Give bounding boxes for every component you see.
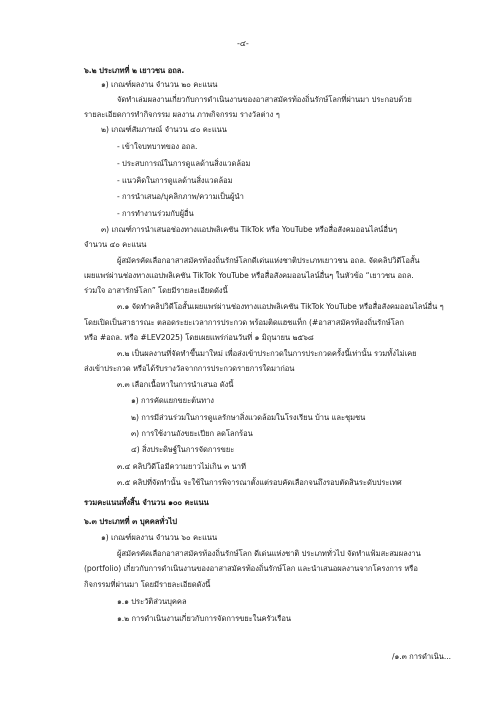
clause-3-2-line-2: ส่งเข้าประกวด หรือได้รับรางวัลจากการประกวดรายการใดมาก่อน (84, 364, 295, 373)
section-6-2-heading: ๖.๒ ประเภทที่ ๒ เยาวชน อถล. (84, 66, 185, 75)
clause-3-3: ๓.๓ เลือกเนื้อหาในการนำเสนอ ดังนี้ (117, 380, 234, 389)
clause-3-4: ๓.๔ คลิปวิดีโอมีความยาวไม่เกิน ๓ นาที (117, 462, 246, 471)
total-score: รวมคะแนนทั้งสิ้น จำนวน ๑๐๐ คะแนน (84, 498, 209, 507)
criteria-6-3-1-text-line-3: กิจกรรมที่ผ่านมา โดยมีรายละเอียดดังนี้ (84, 580, 211, 589)
criteria-6-3-1-title: ๑) เกณฑ์ผลงาน จำนวน ๖๐ คะแนน (101, 533, 218, 542)
criteria-1-text-line-1: จัดทำเล่มผลงานเกี่ยวกับการดำเนินงานของอาสาสมัครท้องถิ่นรักษ์โลกที่ผ่านมา ประกอบด้วย (117, 95, 412, 104)
page-number: -๔- (237, 39, 249, 48)
criteria-1-title: ๑) เกณฑ์ผลงาน จำนวน ๒๐ คะแนน (101, 80, 218, 89)
clause-3-2-line-1: ๓.๒ เป็นผลงานที่จัดทำขึ้นมาใหม่ เพื่อส่งเข้าประกวดในการประกวดครั้งนี้เท่านั้น รวมทั้งไม่เคย (117, 349, 417, 358)
criteria-3-title-line-1: ๓) เกณฑ์การนำเสนอช่องทางแอปพลิเคชัน TikTok หรือ YouTube หรือสื่อสังคมออนไลน์อื่นๆ (101, 225, 397, 234)
clause-3-1-line-3: หรือ #อถล. หรือ #LEV2025) โดยเผยแพร่ก่อนวันที่ ๑ มิถุนายน ๒๕๖๘ (84, 333, 314, 342)
criteria-2-bullet-1: - เข้าใจบทบาทของ อถล. (117, 142, 198, 151)
criteria-6-3-1-text-line-1: ผู้สมัครคัดเลือกอาสาสมัครท้องถิ่นรักษ์โลก ดีเด่นแห่งชาติ ประเภททั่วไป จัดทำแฟ้มสะสมผลงาน (117, 549, 421, 558)
topic-1: ๑) การคัดแยกขยะต้นทาง (131, 396, 214, 405)
clause-3-5: ๓.๕ คลิปที่จัดทำนั้น จะใช้ในการพิจารณาตั้งแต่รอบคัดเลือกจนถึงรอบตัดสินระดับประเทศ (117, 478, 402, 487)
criteria-3-intro-line-3: ร่วมใจ อาสารักษ์โลก” โดยมีรายละเอียดดังนี้ (84, 286, 228, 295)
criteria-2-title: ๒) เกณฑ์สัมภาษณ์ จำนวน ๔๐ คะแนน (101, 125, 227, 134)
criteria-2-bullet-2: - ประสบการณ์ในการดูแลด้านสิ่งแวดล้อม (117, 159, 251, 168)
clause-3-1-line-2: โดยเปิดเป็นสาธารณะ ตลอดระยะเวลาการประกวด พร้อมติดแฮชแท็ก (#อาสาสมัครท้องถิ่นรักษ์โลก (84, 318, 404, 327)
criteria-3-intro-line-1: ผู้สมัครคัดเลือกอาสาสมัครท้องถิ่นรักษ์โลกดีเด่นแห่งชาติประเภทเยาวชน อถล. จัดคลิปวิดีโอสั้น (117, 256, 420, 265)
clause-1-1: ๑.๑ ประวัติส่วนบุคคล (117, 597, 187, 606)
topic-4: ๔) สิ่งประดิษฐ์ในการจัดการขยะ (131, 445, 235, 454)
section-6-3-heading: ๖.๓ ประเภทที่ ๓ บุคคลทั่วไป (84, 517, 178, 526)
criteria-3-title-line-2: จำนวน ๔๐ คะแนน (84, 240, 147, 249)
criteria-2-bullet-5: - การทำงานร่วมกับผู้อื่น (117, 209, 194, 218)
criteria-6-3-1-text-line-2: (portfolio) เกี่ยวกับการดำเนินงานของอาสาสมัครท้องถิ่นรักษ์โลก และนำเสนอผลงานจากโครงการ หรือ (84, 564, 418, 573)
continuation-marker: /๑.๓ การดำเนิน... (392, 652, 452, 661)
topic-3: ๓) การใช้งานถังขยะเปียก ลดโลกร้อน (131, 429, 253, 438)
criteria-3-intro-line-2: เผยแพร่ผ่านช่องทางแอปพลิเคชัน TikTok YouTube หรือสื่อสังคมออนไลน์อื่นๆ ในหัวข้อ “เยาวชน อถล. (84, 271, 414, 280)
clause-1-2: ๑.๒ การดำเนินงานเกี่ยวกับการจัดการขยะในครัวเรือน (117, 614, 291, 623)
topic-2: ๒) การมีส่วนร่วมในการดูแลรักษาสิ่งแวดล้อมในโรงเรียน บ้าน และชุมชน (131, 413, 366, 422)
criteria-1-text-line-2: รายละเอียดการทำกิจกรรม ผลงาน ภาพกิจกรรม รางวัลต่าง ๆ (84, 110, 280, 119)
clause-3-1-line-1: ๓.๑ จัดทำคลิปวิดีโอสั้นเผยแพร่ผ่านช่องทางแอปพลิเคชัน TikTok YouTube หรือสื่อสังคมออนไลน์อื่น ๆ (117, 302, 444, 311)
criteria-2-bullet-4: - การนำเสนอ/บุคลิกภาพ/ความเป็นผู้นำ (117, 192, 244, 201)
criteria-2-bullet-3: - แนวคิดในการดูแลด้านสิ่งแวดล้อม (117, 176, 233, 185)
